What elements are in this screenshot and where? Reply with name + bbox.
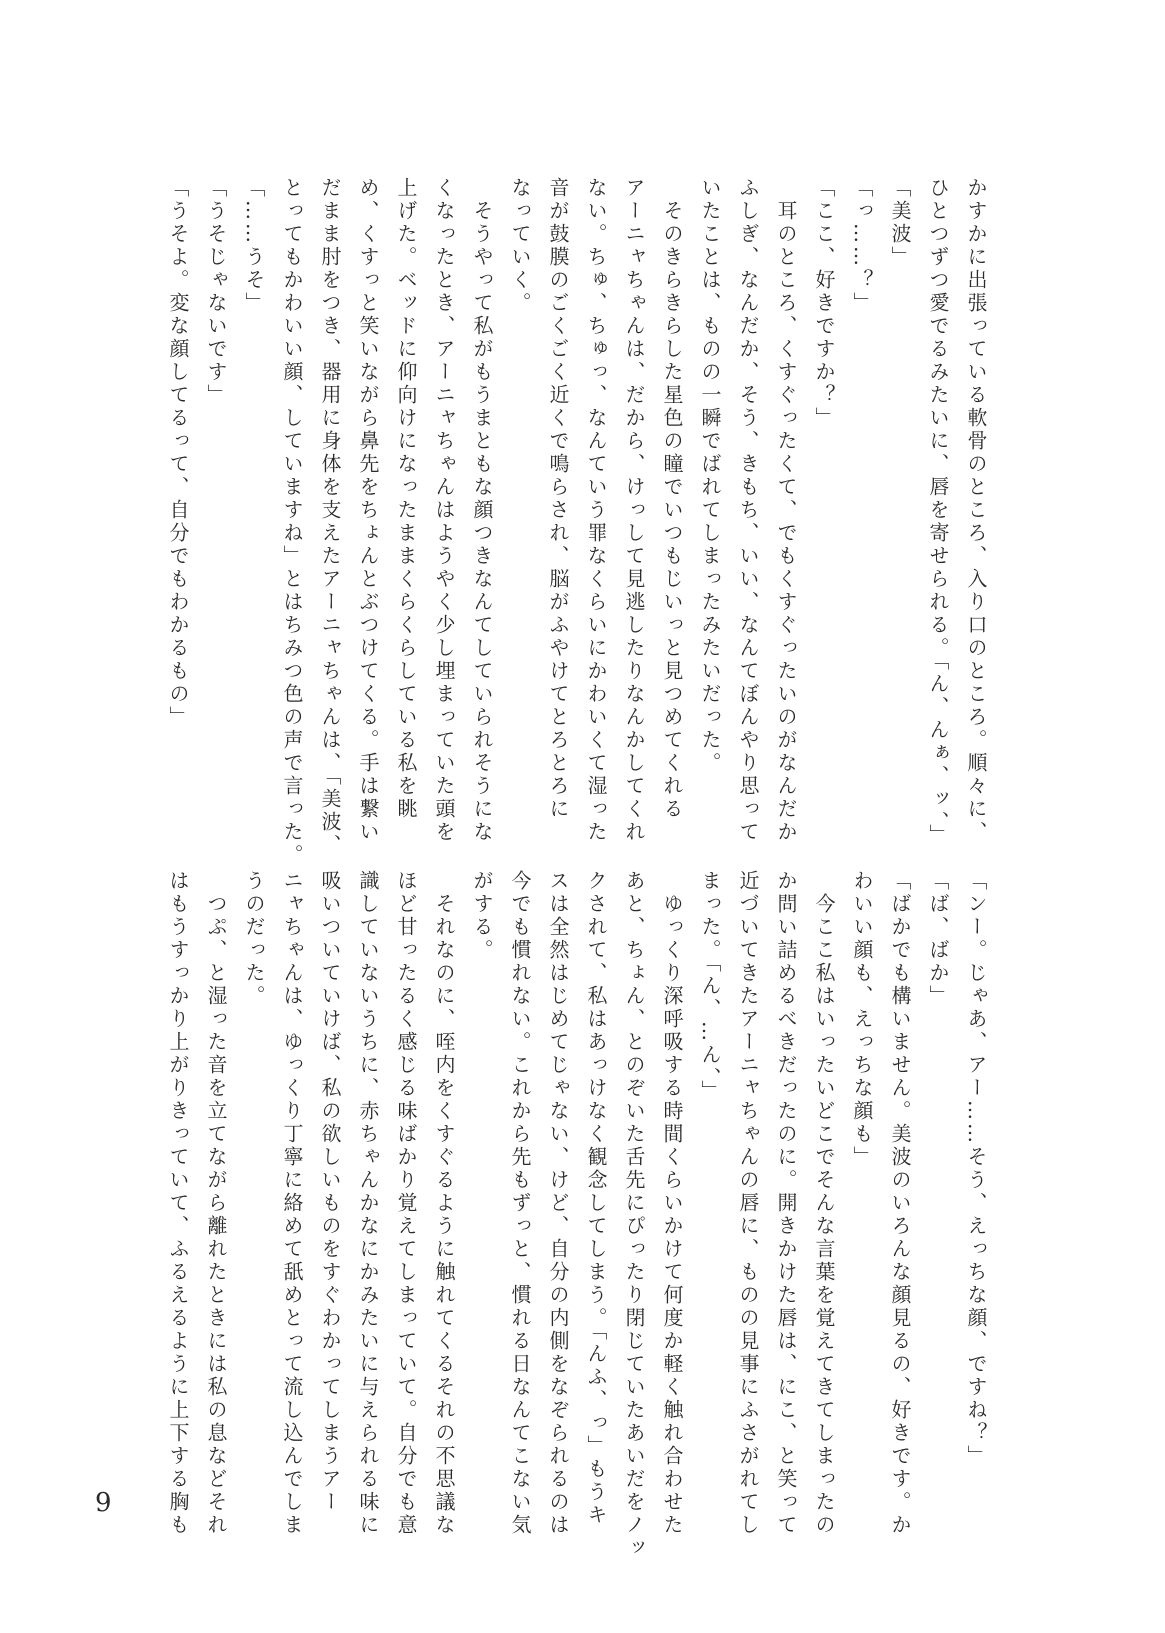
text-line: 今でも慣れない。これから先もずっと、慣れる日なんてこない気 xyxy=(508,870,532,1537)
text-line: そうやって私がもうまともな顔つきなんてしていられそうにな xyxy=(470,177,494,844)
text-line: 耳のところ、くすぐったくて、でもくすぐったいのがなんだか xyxy=(774,177,798,844)
text-line: 吸いついていけば、私の欲しいものをすぐわかってしまうアー xyxy=(318,870,342,1514)
text-line: そのきらきらした星色の瞳でいつもじいっと見つめてくれる xyxy=(660,177,684,821)
text-line: 上げた。ベッドに仰向けになったままくらくらしている私を眺 xyxy=(394,177,418,821)
text-line: 「……うそ」 xyxy=(242,177,266,315)
text-line: 「うそじゃないです」 xyxy=(204,177,228,407)
text-line: わいい顔も、えっちな顔も」 xyxy=(850,870,874,1169)
text-line: ない。ちゅ、ちゅっ、なんていう罪なくらいにかわいくて湿った xyxy=(584,177,608,844)
text-line: なっていく。 xyxy=(508,177,532,315)
text-line: かすかに出張っている軟骨のところ、入り口のところ。順々に、 xyxy=(964,177,988,844)
text-line: 「ンー。じゃあ、アー……そう、えっちな顔、ですね？」 xyxy=(964,870,988,1468)
text-line: 「うそよ。変な顔してるって、自分でもわかるもの」 xyxy=(166,177,190,729)
text-line: くなったとき、アーニャちゃんはようやく少し埋まっていた頭を xyxy=(432,177,456,844)
text-line: 音が鼓膜のごくごく近くで鳴らされ、脳がふやけてとろとろに xyxy=(546,177,570,821)
text-line: いたことは、ものの一瞬でばれてしまったみたいだった。 xyxy=(698,177,722,775)
text-line: ほど甘ったるく感じる味ばかり覚えてしまっていて。自分でも意 xyxy=(394,870,418,1537)
lower-text-block xyxy=(165,870,995,1560)
text-line: がする。 xyxy=(470,870,494,962)
text-line: ニャちゃんは、ゆっくり丁寧に絡めて舐めとって流し込んでしま xyxy=(280,870,304,1537)
text-line: つぷ、と湿った音を立てながら離れたときには私の息などそれ xyxy=(204,870,228,1537)
text-line: か問い詰めるべきだったのに。開きかけた唇は、にこ、と笑って xyxy=(774,870,798,1537)
text-line: あと、ちょん、とのぞいた舌先にぴったり閉じていたあいだをノッ xyxy=(622,870,646,1560)
text-line: クされて、私はあっけなく観念してしまう。「んふ、っ」もうキ xyxy=(584,870,608,1527)
text-line: め、くすっと笑いながら鼻先をちょんとぶつけてくる。手は繋い xyxy=(356,177,380,844)
text-line: 「美波」 xyxy=(888,177,912,269)
text-line: 「ここ、好きですか？」 xyxy=(812,177,836,430)
text-line: それなのに、咥内をくすぐるように触れてくるそれの不思議な xyxy=(432,870,456,1537)
page-number: 9 xyxy=(95,1488,112,1518)
text-line: 識していないうちに、赤ちゃんかなにかみたいに与えられる味に xyxy=(356,870,380,1537)
text-line: うのだった。 xyxy=(242,870,266,1008)
text-line: ふしぎ、なんだか、そう、きもち、いい、なんてぼんやり思って xyxy=(736,177,760,844)
text-line: 近づいてきたアーニャちゃんの唇に、ものの見事にふさがれてし xyxy=(736,870,760,1537)
text-line: 「ば、ばか」 xyxy=(926,870,950,1008)
upper-text-block xyxy=(165,177,995,867)
text-line: アーニャちゃんは、だから、けっして見逃したりなんかしてくれ xyxy=(622,177,646,844)
text-line: 「ばかでも構いません。美波のいろんな顔見るの、好きです。か xyxy=(888,870,912,1537)
text-line: 「っ……？」 xyxy=(850,177,874,315)
text-line: はもうすっかり上がりきっていて、ふるえるように上下する胸も xyxy=(166,870,190,1537)
text-line: 今ここ私はいったいどこでそんな言葉を覚えてきてしまったの xyxy=(812,870,836,1537)
text-line: ひとつずつ愛でるみたいに、唇を寄せられる。「ん、んぁ、ッ、」 xyxy=(926,177,950,847)
text-line: だまま肘をつき、器用に身体を支えたアーニャちゃんは、「美波、 xyxy=(318,177,342,857)
text-line: ゆっくり深呼吸する時間くらいかけて何度か軽く触れ合わせた xyxy=(660,870,684,1537)
text-line: とってもかわいい顔、していますね」とはちみつ色の声で言った。 xyxy=(280,177,304,867)
text-line: スは全然はじめてじゃない、けど、自分の内側をなぞられるのは xyxy=(546,870,570,1537)
text-line: まった。「ん、…ん、」 xyxy=(698,870,722,1103)
